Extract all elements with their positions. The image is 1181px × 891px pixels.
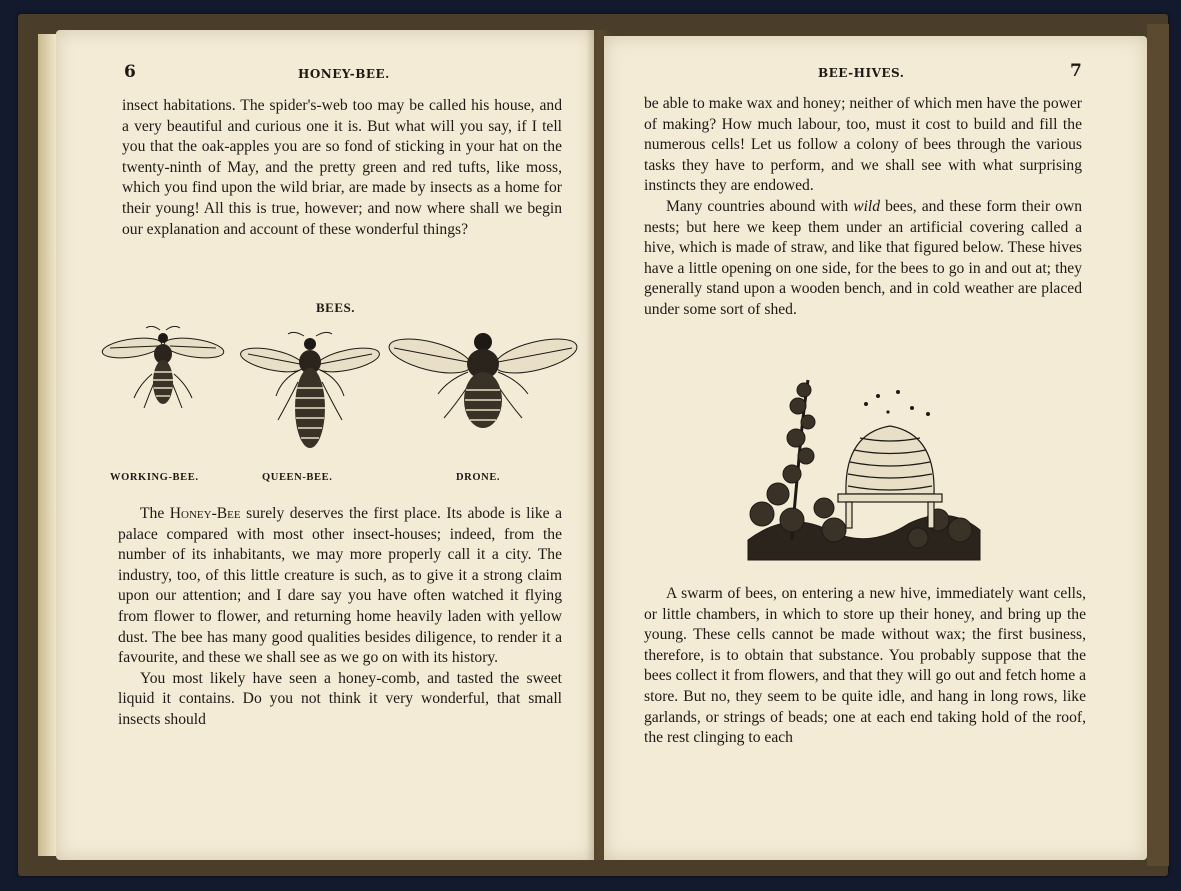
bees-heading: BEES. xyxy=(316,300,355,315)
page-edges xyxy=(38,34,56,856)
honeycomb-paragraph: You most likely have seen a honey-comb, and tasted the sweet liquid it contains. Do you not think it very wonderful, that small insects should xyxy=(118,669,562,728)
right-page-number: 7 xyxy=(1070,61,1082,81)
queen-bee-illustration xyxy=(238,330,382,456)
beehive-illustration xyxy=(738,370,990,576)
honeybee-paragraph: The Honey-Bee surely deserves the first place. Its abode is like a palace compared with most other insect-houses; indeed, from the number of its inhabitants, we may more properly call it a city. The industry, too, of this little creature is such, as to give it a strong claim upon our attention; and I dare say you have often watched it flying from flower to flower, and returning home heavily laden with yellow dust. The bee has many good qualities besides diligence, to render it a favourite, and these we shall see as we go on with its history. xyxy=(118,505,562,667)
right-top-text xyxy=(644,94,1082,321)
swarm-paragraph: A swarm of bees, on entering a new hive, immediately want cells, or little chambers, in which to store up their honey, and bring up the young. These cells cannot be made without wax; the first business, therefore, is to obtain that substance. You probably suppose that the bees collect it from flowers, and that they will go out and fetch home a store. But no, they seem to be quite idle, and hang in long rows, like garlands, or strings of beads; one at each end taking hold of the roof, the rest clinging to each xyxy=(644,585,1086,747)
working-bee-caption: WORKING-BEE. xyxy=(110,472,199,483)
queen-bee-caption: QUEEN-BEE. xyxy=(262,472,333,483)
cover-edge xyxy=(1147,24,1169,866)
left-running-head: HONEY-BEE. xyxy=(298,67,390,81)
left-top-paragraph: insect habitations. The spider's-web too may be called his house, and a very beautiful and curious one it is. But what will you say, if I tell you that the oak-apples you are so fond of sticking in your hat on the twenty-ninth of May, and the pretty green and red tufts, like moss, which you find upon the wild briar, are made by insects as a home for their young! All this is true, however; and now where shall we begin our explanation and account of these wonderful things? xyxy=(122,97,562,238)
swarm-text xyxy=(644,584,1086,749)
continued-paragraph: be able to make wax and honey; neither of which men have the power of making? How much labour, too, must it cost to build and fill the numerous cells! Let us follow a colony of bees through the various tasks they have to perform, and we shall see with what surprising instincts they are endowed. xyxy=(644,95,1082,195)
left-page xyxy=(56,30,594,860)
right-page xyxy=(604,36,1147,860)
working-bee-illustration xyxy=(100,326,226,416)
honeybee-term: Honey-Bee xyxy=(169,505,241,522)
drone-bee-illustration xyxy=(388,328,578,438)
countries-paragraph: Many countries abound with wild bees, and these form their own nests; but here we keep them under an artificial covering called a hive, which is made of straw, and like that figured below. These hives have a little opening on one side, for the bees to go in and out at; they generally stand upon a wooden bench, and in cold weather are placed under some sort of shed. xyxy=(644,197,1083,318)
drone-caption: DRONE. xyxy=(456,472,501,483)
left-lower-text xyxy=(118,504,562,731)
right-running-head: BEE-HIVES. xyxy=(818,66,905,80)
left-page-number: 6 xyxy=(124,62,136,82)
